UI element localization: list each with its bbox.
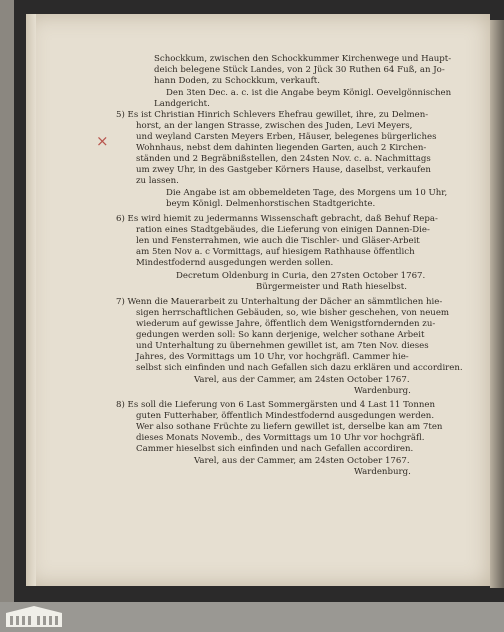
text-line: Mindestfodernd ausgedungen werden sollen.: [136, 258, 334, 268]
text-line: am 5ten Nov a. c Vormittags, auf hiesigem Rathhause öffentlich: [136, 247, 415, 257]
text-line: horst, an der langen Strasse, zwischen des Juden, Levi Meyers,: [136, 121, 413, 131]
text-line: Jahres, des Vormittags um 10 Uhr, vor hochgräfl. Cammer hie-: [136, 352, 409, 362]
text-line: guten Futterhaber, öffentlich Mindestfodernd ausgedungen werden.: [136, 411, 435, 421]
text-line: wiederum auf gewisse Jahre, öffentlich dem Wenigstforndernden zu-: [136, 319, 436, 329]
document-page: [26, 14, 490, 586]
text-line: Die Angabe ist am obbemeldeten Tage, des Morgens um 10 Uhr,: [166, 188, 448, 198]
text-line: 5) Es ist Christian Hinrich Schlevers Ehefrau gewillet, ihre, zu Delmen-: [116, 110, 429, 120]
scanner-left-edge: [0, 0, 14, 632]
text-line: Den 3ten Dec. a. c. ist die Angabe beym Königl. Oevelgönnischen: [166, 88, 452, 98]
text-line: Schockkum, zwischen den Schockkummer Kirchenwege und Haupt-: [154, 54, 452, 64]
text-line: deich belegene Stück Landes, von 2 Jück 30 Ruthen 64 Fuß, an Jo-: [154, 65, 445, 75]
document-text: [26, 14, 490, 586]
text-line: beym Königl. Delmenhorstischen Stadtgerichte.: [166, 199, 376, 209]
building-logo-icon: [4, 604, 64, 628]
text-line: ration eines Stadtgebäudes, die Lieferung von einigen Dannen-Die-: [136, 225, 430, 235]
text-line: Varel, aus der Cammer, am 24sten October 1767.: [194, 375, 410, 385]
text-line: ständen und 2 Begräbnißstellen, den 24sten Nov. c. a. Nachmittags: [136, 154, 431, 164]
text-line: Varel, aus der Cammer, am 24sten October 1767.: [194, 456, 410, 466]
text-line: zu lassen.: [136, 176, 179, 186]
text-line: und Unterhaltung zu übernehmen gewillet ist, am 7ten Nov. dieses: [136, 341, 429, 351]
text-line: Landgericht.: [154, 99, 210, 109]
text-line: Wardenburg.: [354, 386, 411, 396]
text-line: Wardenburg.: [354, 467, 411, 477]
text-line: Decretum Oldenburg in Curia, den 27sten October 1767.: [176, 271, 426, 281]
text-line: sigen herrschaftlichen Gebäuden, so, wie bisher geschehen, von neuem: [136, 308, 450, 318]
text-line: und weyland Carsten Meyers Erben, Häuser, belegenes bürgerliches: [136, 132, 437, 142]
book-page-edge: [490, 20, 504, 588]
scanner-footer-bar: [0, 602, 504, 632]
text-line: Wohnhaus, nebst dem dahinten liegenden Garten, auch 2 Kirchen-: [136, 143, 427, 153]
red-margin-mark: ×: [96, 132, 109, 150]
text-line: len und Fensterrahmen, wie auch die Tischler- und Gläser-Arbeit: [136, 236, 420, 246]
text-line: hann Doden, zu Schockkum, verkauft.: [154, 76, 320, 86]
text-line: 6) Es wird hiemit zu jedermanns Wissenschaft gebracht, daß Behuf Repa-: [116, 214, 438, 224]
text-line: Wer also sothane Früchte zu liefern gewillet ist, derselbe kan am 7ten: [136, 422, 443, 432]
text-line: Cammer hieselbst sich einfinden und nach Gefallen accordiren.: [136, 444, 414, 454]
text-line: dieses Monats Novemb., des Vormittags um 10 Uhr vor hochgräfl.: [136, 433, 425, 443]
text-line: Bürgermeister und Rath hieselbst.: [256, 282, 407, 292]
text-line: 7) Wenn die Mauerarbeit zu Unterhaltung der Dächer an sämmtlichen hie-: [116, 297, 443, 307]
page-binding-shadow: [26, 14, 36, 586]
text-line: 8) Es soll die Lieferung von 6 Last Sommergärsten und 4 Last 11 Tonnen: [116, 400, 436, 410]
text-line: selbst sich einfinden und nach Gefallen sich dazu erklären und accordiren.: [136, 363, 463, 373]
text-line: gedungen werden soll: So kann derjenige, welcher sothane Arbeit: [136, 330, 425, 340]
text-line: um zwey Uhr, in des Gastgeber Körners Hause, daselbst, verkaufen: [136, 165, 431, 175]
